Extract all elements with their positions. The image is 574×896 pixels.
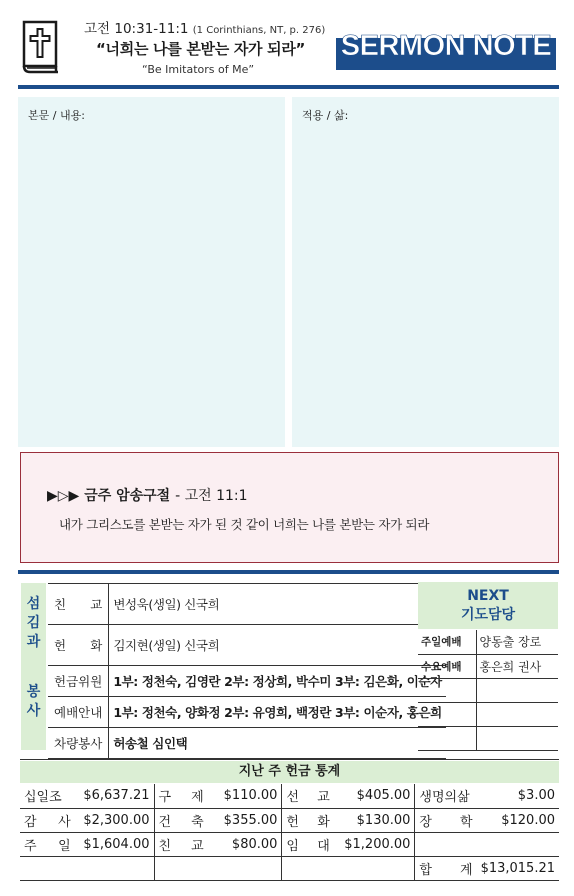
offering-category: 헌 화 xyxy=(282,808,334,832)
offering-category: 친 교 xyxy=(154,832,208,856)
offering-category xyxy=(20,856,75,880)
memory-verse-box xyxy=(20,452,559,563)
reference-note: (1 Corinthians, NT, p. 276) xyxy=(192,25,326,36)
memory-verse-text: 내가 그리스도를 본받는 자가 된 것 같이 너희는 나를 본받는 자가 되라 xyxy=(59,517,430,532)
offering-amount xyxy=(477,832,560,856)
offering-category xyxy=(154,856,208,880)
offering-category: 장 학 xyxy=(415,808,477,832)
offering-category xyxy=(282,856,334,880)
service-role: 헌 화 xyxy=(48,625,109,666)
offering-divider xyxy=(20,759,559,760)
offering-row xyxy=(20,784,559,808)
offering-total-label: 합 계 xyxy=(415,856,477,880)
next-prayer-leader: 홍은희 권사 xyxy=(476,654,558,678)
next-prayer-service: 수요예배 xyxy=(418,654,476,678)
sermon-title-english: “Be Imitators of Me” xyxy=(142,63,255,76)
next-prayer-leader xyxy=(476,678,558,702)
service-row-flowers xyxy=(48,625,446,666)
service-names: 1부: 정천숙, 김영란 2부: 정상희, 박수미 3부: 김은화, 이순자 xyxy=(109,666,446,697)
offering-amount: $1,604.00 xyxy=(75,832,154,856)
bible-cross-icon xyxy=(18,18,62,74)
sermon-title-korean: “너희는 나를 본받는 자가 되라” xyxy=(96,40,306,58)
sermon-note-label: SERMON NOTE xyxy=(340,30,552,62)
offering-amount xyxy=(208,856,282,880)
service-names: 1부: 정천숙, 양화정 2부: 유영희, 백정란 3부: 이순자, 홍은희 xyxy=(109,697,446,728)
offering-amount: $130.00 xyxy=(334,808,415,832)
next-prayer-table xyxy=(418,630,558,751)
service-names: 김지현(생일) 신국희 xyxy=(109,625,446,666)
content-note-box[interactable] xyxy=(18,97,285,447)
offering-title: 지난 주 헌금 통계 xyxy=(20,761,559,783)
service-row-transport xyxy=(48,728,446,759)
content-note-label: 본문 / 내용: xyxy=(28,109,85,122)
offering-table xyxy=(20,784,559,881)
offering-amount: $6,637.21 xyxy=(75,784,154,808)
next-prayer-service: 주일예배 xyxy=(418,630,476,654)
offering-row xyxy=(20,832,559,856)
side-char: 봉 xyxy=(26,684,41,700)
next-prayer-row xyxy=(418,654,558,678)
next-prayer-subtitle: 기도담당 xyxy=(460,607,516,623)
service-role: 친 교 xyxy=(48,584,109,625)
offering-category: 건 축 xyxy=(154,808,208,832)
offering-amount: $405.00 xyxy=(334,784,415,808)
service-role: 예배안내 xyxy=(48,697,109,728)
offering-amount: $2,300.00 xyxy=(75,808,154,832)
offering-category: 생명의삶 xyxy=(415,784,477,808)
next-prayer-leader xyxy=(476,702,558,726)
service-role: 차량봉사 xyxy=(48,728,109,759)
offering-amount xyxy=(75,856,154,880)
offering-category xyxy=(415,832,477,856)
offering-category: 십일조 xyxy=(20,784,75,808)
offering-row xyxy=(20,808,559,832)
offering-amount xyxy=(334,856,415,880)
header-divider xyxy=(18,85,559,89)
next-prayer-row xyxy=(418,702,558,726)
offering-category: 구 제 xyxy=(154,784,208,808)
next-prayer-service xyxy=(418,726,476,750)
memory-verse-title: 금주 암송구절 xyxy=(84,488,171,504)
service-names: 변성욱(생일) 신국희 xyxy=(109,584,446,625)
next-prayer-row xyxy=(418,726,558,750)
next-prayer-header xyxy=(418,582,558,629)
side-char: 사 xyxy=(26,703,41,719)
next-prayer-row xyxy=(418,630,558,654)
side-char: 과 xyxy=(26,634,41,650)
service-side-label-bottom xyxy=(21,667,46,750)
offering-category: 임 대 xyxy=(282,832,334,856)
arrow-icon: ▶▷▶ xyxy=(47,488,80,504)
next-prayer-service xyxy=(418,678,476,702)
offering-amount: $120.00 xyxy=(477,808,560,832)
scripture-reference xyxy=(84,17,325,37)
offering-total-row xyxy=(20,856,559,880)
sermon-note-badge xyxy=(336,30,556,70)
offering-amount: $110.00 xyxy=(208,784,282,808)
service-role: 헌금위원 xyxy=(48,666,109,697)
memory-verse-heading xyxy=(47,485,248,505)
service-row-offering-committee xyxy=(48,666,446,697)
offering-amount: $1,200.00 xyxy=(334,832,415,856)
next-prayer-leader xyxy=(476,726,558,750)
side-char: 김 xyxy=(26,615,41,631)
next-prayer-leader: 양동출 장로 xyxy=(476,630,558,654)
memory-verse-reference: - 고전 11:1 xyxy=(175,488,248,504)
offering-amount: $80.00 xyxy=(208,832,282,856)
offering-category: 주 일 xyxy=(20,832,75,856)
service-side-label-top xyxy=(21,583,46,667)
service-names: 허송철 심인택 xyxy=(109,728,446,759)
bulletin-header xyxy=(0,0,574,90)
service-divider xyxy=(18,570,559,574)
application-note-label: 적용 / 삶: xyxy=(302,109,349,122)
offering-amount: $355.00 xyxy=(208,808,282,832)
offering-category: 선 교 xyxy=(282,784,334,808)
offering-total-amount: $13,015.21 xyxy=(477,856,560,880)
offering-amount: $3.00 xyxy=(477,784,560,808)
reference-text: 고전 10:31-11:1 xyxy=(84,21,189,37)
service-row-fellowship xyxy=(48,584,446,625)
next-prayer-row xyxy=(418,678,558,702)
next-prayer-service xyxy=(418,702,476,726)
service-table xyxy=(48,583,446,759)
next-prayer-title: NEXT xyxy=(467,588,509,604)
application-note-box[interactable] xyxy=(292,97,559,447)
service-row-ushers xyxy=(48,697,446,728)
offering-category: 감 사 xyxy=(20,808,75,832)
side-char: 섬 xyxy=(26,596,41,612)
